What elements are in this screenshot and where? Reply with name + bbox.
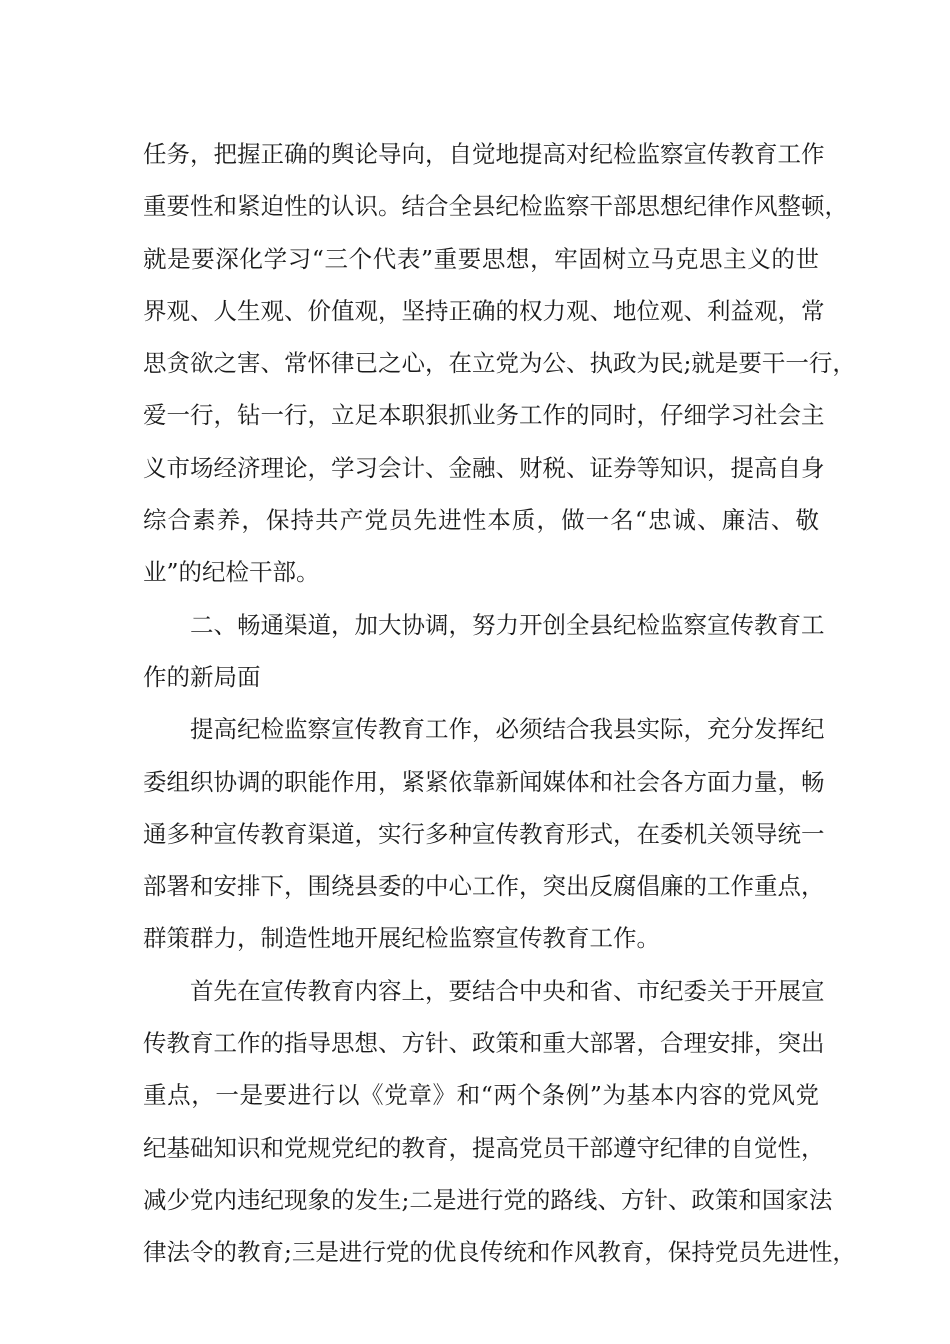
document-body: [143, 128, 856, 1279]
text-line: 通多种宣传教育渠道，实行多种宣传教育形式，在委机关领导统一: [143, 819, 825, 848]
paragraph-1: [143, 128, 856, 599]
paragraph-3: [143, 703, 825, 964]
text-line: 就是要深化学习“三个代表”重要思想，牢固树立马克思主义的世: [143, 244, 819, 273]
paragraph-4: [143, 965, 856, 1279]
text-line: 综合素养，保持共产党员先进性本质，做一名“忠诚、廉洁、敬: [143, 506, 819, 535]
text-line: 二、畅通渠道，加大协调，努力开创全县纪检监察宣传教育工: [190, 610, 825, 639]
text-line: 任务，把握正确的舆论导向，自觉地提高对纪检监察宣传教育工作: [143, 140, 825, 168]
text-line: 爱一行，钻一行，立足本职狠抓业务工作的同时，仔细学习社会主: [143, 401, 825, 430]
text-line: 律法令的教育;三是进行党的优良传统和作风教育，保持党员先进性，: [143, 1238, 856, 1267]
text-line: 群策群力，制造性地开展纪检监察宣传教育工作。: [143, 924, 660, 953]
text-line: 重要性和紧迫性的认识。结合全县纪检监察干部思想纪律作风整顿，: [143, 192, 848, 221]
text-line: 思贪欲之害、常怀律已之心，在立党为公、执政为民;就是要干一行，: [143, 349, 856, 378]
text-line: 纪基础知识和党规党纪的教育，提高党员干部遵守纪律的自觉性，: [143, 1133, 825, 1162]
text-line: 提高纪检监察宣传教育工作，必须结合我县实际，充分发挥纪: [190, 715, 825, 744]
text-line: 义市场经济理论，学习会计、金融、财税、证券等知识，提高自身: [143, 453, 825, 482]
text-line: 作的新局面: [143, 662, 261, 691]
text-line: 减少党内违纪现象的发生;二是进行党的路线、方针、政策和国家法: [143, 1185, 833, 1214]
text-line: 重点，一是要进行以《党章》和“两个条例”为基本内容的党风党: [143, 1081, 819, 1110]
text-line: 首先在宣传教育内容上，要结合中央和省、市纪委关于开展宣: [190, 976, 825, 1005]
section-heading: [143, 599, 825, 704]
text-line: 传教育工作的指导思想、方针、政策和重大部署，合理安排，突出: [143, 1029, 825, 1058]
text-line: 界观、人生观、价值观，坚持正确的权力观、地位观、利益观，常: [143, 296, 825, 325]
text-line: 部署和安排下，围绕县委的中心工作，突出反腐倡廉的工作重点，: [143, 872, 825, 901]
text-line: 业”的纪检干部。: [143, 558, 320, 587]
text-line: 委组织协调的职能作用，紧紧依靠新闻媒体和社会各方面力量，畅: [143, 767, 825, 796]
